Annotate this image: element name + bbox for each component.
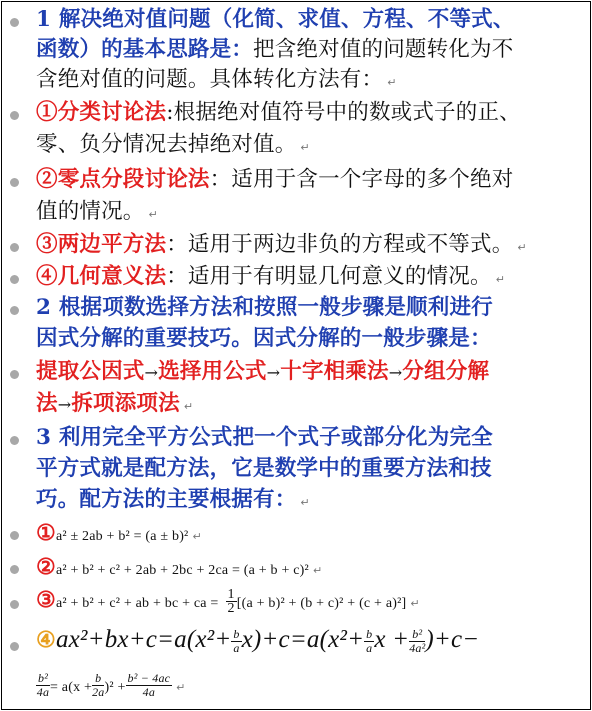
formula-4-cont [36, 670, 186, 703]
frac-num: b [366, 626, 373, 641]
s2-steps [36, 357, 489, 388]
formula-3-left: a² + b² + c² + ab + bc + ca = [55, 596, 219, 611]
arrow-icon: → [144, 363, 159, 382]
s1-line1: 1 解决绝对值问题（化简、求值、方程、不等式、 [36, 7, 515, 32]
method-2-cont [36, 197, 158, 230]
frac-num: 1 [227, 586, 235, 602]
arrow-icon: → [266, 363, 281, 382]
frac-num: b [92, 672, 104, 686]
s1-line3 [36, 65, 397, 98]
fraction [364, 628, 374, 655]
formula-2 [36, 552, 322, 586]
paragraph-mark: ↵ [410, 597, 420, 610]
fraction [92, 672, 104, 699]
paragraph-mark: ↵ [300, 141, 310, 154]
formula-3-num: ③ [36, 587, 56, 613]
fraction [409, 628, 425, 655]
paragraph-mark: ↵ [387, 76, 397, 89]
method-1-cont [36, 130, 310, 163]
s2-line1: 2 根据项数选择方法和按照一般步骤是顺利进行 [36, 295, 493, 320]
s3-line3 [36, 485, 310, 518]
s3-line1: 3 利用完全平方公式把一个式子或部分化为完全 [36, 425, 493, 450]
method-1-desc: :根据绝对值符号中的数或式子的正、 [166, 100, 521, 125]
formula-4-num: ④ [36, 627, 56, 653]
formula-4-a: ax²+bx+c=a(x²+ [55, 626, 232, 653]
s1-line2 [36, 35, 513, 65]
s2-steps-cont [36, 389, 193, 422]
step-3: 十字相乘法 [280, 359, 389, 384]
fraction-half [226, 588, 237, 615]
s3-line3-text: 巧。配方法的主要根据有： [36, 487, 297, 512]
step-1: 提取公因式 [36, 359, 145, 384]
method-3-title: ③两边平方法 [36, 232, 167, 257]
frac-den: 4a [142, 684, 156, 699]
method-2-desc: ：适用于含一个字母的多个绝对 [209, 167, 514, 192]
step-4-cont: 法 [36, 391, 58, 416]
frac-den: 4a² [409, 640, 426, 655]
formula-2-text: a² + b² + c² + 2ab + 2bc + 2ca = (a + b + c)² [55, 563, 309, 578]
bullet [10, 531, 19, 540]
method-2-title: ②零点分段讨论法 [36, 167, 210, 192]
frac-num: b [233, 626, 240, 641]
frac-num: b² [409, 628, 425, 642]
method-1-desc2: 零、负分情况去掉绝对值。 [36, 132, 297, 157]
s1-line2-bold: 函数）的基本思路是： [36, 37, 254, 62]
frac-den: 2 [227, 600, 235, 616]
method-4-title: ④几何意义法 [36, 264, 167, 289]
formula-1-text: a² ± 2ab + b² = (a ± b)² [55, 529, 189, 544]
bullet [10, 275, 19, 284]
step-2: 选择用公式 [158, 359, 267, 384]
method-1 [36, 98, 521, 128]
formula-4-d: )+c− [425, 626, 480, 653]
paragraph-mark: ↵ [312, 564, 323, 577]
formula-1-num: ① [36, 520, 56, 546]
paragraph-mark: ↵ [495, 273, 506, 286]
frac-num: b² [38, 670, 48, 685]
fraction [126, 672, 173, 699]
paragraph-mark: ↵ [148, 208, 158, 221]
formula-3-right: [(a + b)² + (b + c)² + (c + a)²] [236, 596, 407, 611]
method-2 [36, 165, 513, 195]
bullet [10, 178, 19, 187]
bullet [10, 18, 19, 27]
formula-4-cont-mid2: )² + [104, 680, 126, 695]
formula-2-num: ② [36, 554, 56, 580]
frac-den: 2a [92, 684, 105, 699]
bullet [10, 436, 19, 445]
fraction [36, 672, 50, 699]
step-4: 分组分解 [402, 359, 490, 384]
formula-3 [36, 585, 420, 619]
paragraph-mark: ↵ [517, 241, 527, 254]
method-4-desc: ：适用于有明显几何意义的情况。 [166, 264, 492, 289]
s2-line2: 因式分解的重要技巧。因式分解的一般步骤是： [36, 326, 492, 351]
bullet [10, 306, 19, 315]
bullet [10, 111, 19, 120]
formula-1 [36, 518, 202, 552]
frac-num: b² − 4ac [127, 670, 171, 685]
bullet [10, 243, 19, 252]
bullet [10, 642, 19, 651]
paragraph-mark: ↵ [192, 530, 202, 543]
paragraph-mark: ↵ [176, 681, 186, 694]
s3-line2: 平方式就是配方法，它是数学中的重要方法和技 [36, 456, 492, 481]
arrow-icon: → [57, 395, 72, 414]
formula-4-cont-mid: = a(x + [50, 680, 93, 695]
method-1-title: ①分类讨论法 [36, 100, 167, 125]
formula-4-b: x)+c=a(x²+ [241, 626, 365, 653]
method-3 [36, 230, 527, 263]
fraction [231, 628, 241, 655]
formula-4-c: x + [374, 626, 410, 653]
paragraph-mark: ↵ [300, 496, 310, 509]
method-4 [36, 262, 505, 295]
frac-den: a [366, 640, 373, 655]
bullet [10, 565, 19, 574]
s1-line2-rest: 把含绝对值的问题转化为不 [253, 37, 514, 62]
s1-line3-text: 含绝对值的问题。具体转化方法有： [36, 67, 384, 92]
step-5: 拆项添项法 [71, 391, 180, 416]
bullet [10, 600, 19, 609]
method-2-desc2: 值的情况。 [36, 199, 145, 224]
method-3-desc: ：适用于两边非负的方程或不等式。 [166, 232, 514, 257]
frac-den: a [233, 640, 240, 655]
arrow-icon: → [388, 363, 403, 382]
formula-4 [36, 625, 479, 656]
bullet [10, 370, 19, 379]
frac-den: 4a [36, 684, 50, 699]
paragraph-mark: ↵ [183, 400, 194, 413]
